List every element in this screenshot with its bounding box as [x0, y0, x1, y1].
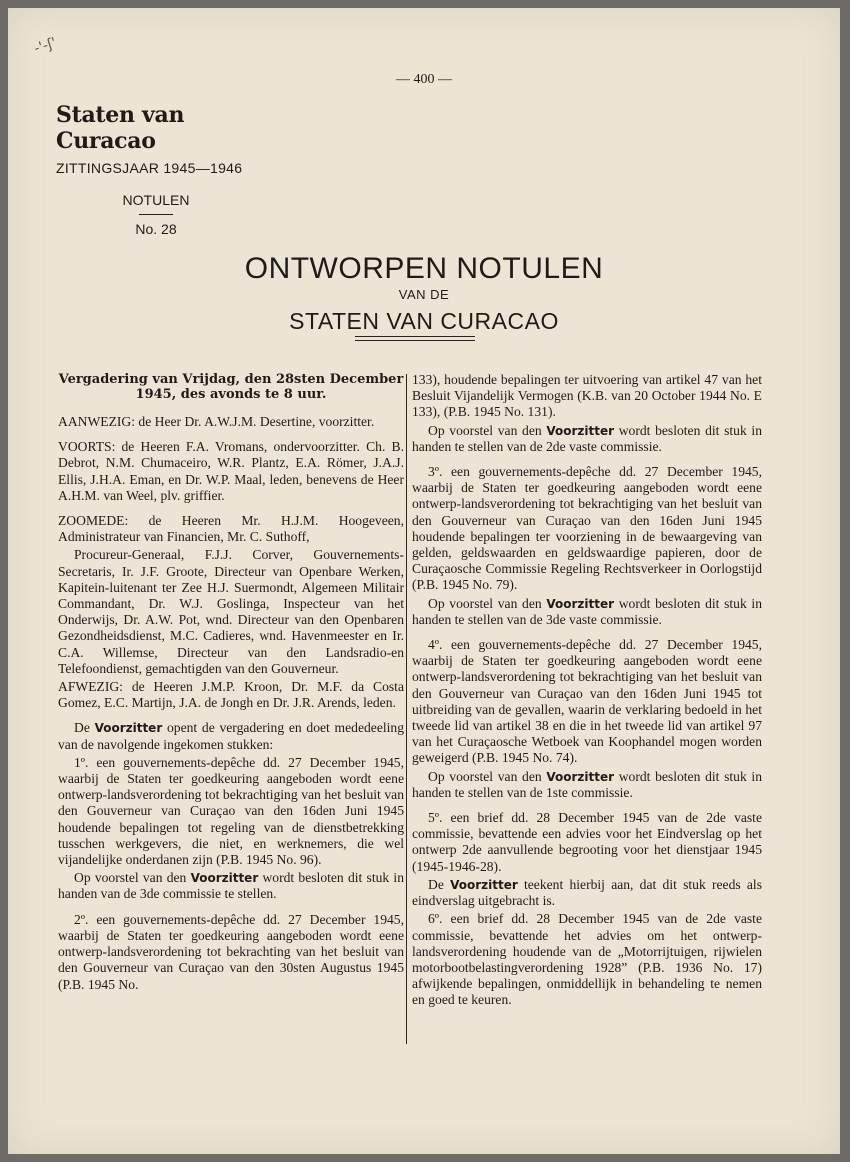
item-2-decision: Op voorstel van den Voorzitter wordt besloten dit stuk in handen te stellen van de 2de vaste commissie. [412, 422, 762, 454]
institution-title: Staten van Curacao [56, 102, 185, 154]
title-connector: VAN DE [398, 287, 450, 302]
main-title: ONTWORPEN NOTULEN [244, 252, 604, 285]
column-divider [406, 374, 407, 1044]
document-number: No. 28 [135, 221, 177, 237]
title-underline [355, 336, 475, 341]
attendance-further: VOORTS: de Heeren F.A. Vromans, ondervoorzitter. Ch. B. Debrot, N.M. Chumaceiro, W.R. Plantz, E.A. Römer, J.A.J. Ellis, J.H.A. Eman, en Dr. W.P. Maal, leden, benevens de Heer A.H.M. van Weel, plv. griffier. [58, 439, 404, 503]
attendance-also: ZOOMEDE: de Heeren Mr. H.J.M. Hoogeveen, Administrateur van Financien, Mr. C. Suthoff, [58, 513, 404, 545]
title-subtitle: STATEN VAN CURACAO [289, 308, 559, 334]
left-column [58, 372, 404, 1002]
doc-type-label: NOTULEN [122, 192, 190, 208]
item-5: 5º. een brief dd. 28 December 1945 van de 2de vaste commissie, bevattende een advies voor het Eindverslag op het ontwerp 2de aanvullende begrooting voor het dienstjaar 1945 (1945-1946-28). [412, 810, 762, 874]
item-6: 6º. een brief dd. 28 December 1945 van de 2de vaste commissie, bevattende het advies om het ontwerp-landsverordening houdende van de „Motorrijtuigen, rijwielen motorbootbelastingverordening 1928” (P.B. 1936 No. 17) afwijkende bepalingen, onmiddellijk in behandeling te nemen en goed te keuren. [412, 911, 762, 1008]
item-4: 4º. een gouvernements-depêche dd. 27 December 1945, waarbij de Staten ter goedkeuring aangeboden wordt eene ontwerp-landsverordening tot bekrachtiging van het besluit van den Gouverneur van Curaçao van den 16den Juni 1945 tot uitbreiding van de gevallen, waarin de verklaring bedoeld in het tweede lid van artikel 38 en die in het tweede lid van artikel 97 van het Curaçaosche Wetboek van Koophandel mogen worden geweigerd (P.B. 1945 No. 74). [412, 637, 762, 766]
meeting-heading: Vergadering van Vrijdag, den 28sten December 1945, des avonds te 8 uur. [58, 372, 404, 402]
attendance-present: AANWEZIG: de Heer Dr. A.W.J.M. Desertine, voorzitter. [58, 414, 375, 429]
item-4-decision: Op voorstel van den Voorzitter wordt besloten dit stuk in handen te stellen van de 1ste commissie. [412, 768, 762, 800]
item-1: 1º. een gouvernements-depêche dd. 27 December 1945, waarbij de Staten ter goedkeuring aangeboden wordt eene ontwerp-landsverordening tot bekrachtiging van het besluit van den Gouverneur van Curaçao van den 16den Juni 1945 houdende bepalingen tot regeling van de dienstbetrekking tusschen werkgevers, die niet, en werknemers, die wel vijandelijke onderdanen zijn (P.B. 1945 No. 96). [58, 754, 404, 868]
item-3: 3º. een gouvernements-depêche dd. 27 December 1945, waarbij de Staten ter goedkeuring aangeboden wordt eene ontwerp-landsverordening tot bekrachtiging van het besluit van den Gouverneur van Curaçao van den 16den Juni 1945 houdende bepalingen ter voorziening in de bewaargeving van gelden, geldswaarden en geldswaardige papieren, door de Curaçaosche Commissie Regeling Rechtsverkeer in Oorlogstijd (P.B. 1945 No. 79). [412, 464, 762, 593]
right-column [412, 372, 762, 1018]
item-2: 2º. een gouvernements-depêche dd. 27 December 1945, waarbij de Staten ter goedkeuring aangeboden wordt eene ontwerp-landsverordening tot bekrachting van het besluit van den Gouverneur van Curaçao van den 30sten Augustus 1945 (P.B. 1945 No. [58, 911, 404, 992]
session-year: ZITTINGSJAAR 1945—1946 [56, 160, 243, 176]
page-number: — 400 — [396, 72, 452, 87]
header-divider [139, 214, 173, 215]
pencil-mark: -'-ʃ' [32, 34, 59, 58]
item-5-note: De Voorzitter teekent hierbij aan, dat dit stuk reeds als eindverslag uitgebracht is. [412, 876, 763, 909]
item-2-continued: 133), houdende bepalingen ter uitvoering van artikel 47 van het Besluit Vijandelijk Vermogen (K.B. van 20 October 1944 No. E 133), (P.B. 1945 No. 131). [412, 372, 762, 420]
item-1-decision: Op voorstel van den Voorzitter wordt besloten dit stuk in handen van de 3de commissie te stellen. [58, 870, 404, 902]
chair-opening: De Voorzitter opent de vergadering en doet mededeeling van de navolgende ingekomen stukken: [58, 720, 404, 752]
header-block [56, 102, 266, 237]
item-3-decision: Op voorstel van den Voorzitter wordt besloten dit stuk in handen te stellen van de 3de vaste commissie. [412, 595, 762, 627]
attendance-absent: AFWEZIG: de Heeren J.M.P. Kroon, Dr. M.F. da Costa Gomez, E.C. Martijn, J.A. de Jongh en Dr. J.R. Arends, leden. [58, 679, 404, 711]
attendance-also-continued: Procureur-Generaal, F.J.J. Corver, Gouvernements-Secretaris, Ir. J.F. Groote, Directeur van Openbare Werken, Kapitein-luitenant ter Zee H.J. Suermondt, Algemeen Militair Commandant, Dr. W.J. Goslinga, Inspecteur van het Onderwijs, Dr. A.W. Pot, wnd. Directeur van den Openbaren Gezondheidsdienst, M.C. Cadieres, wnd. Havenmeester en Ir. C.A. Willemse, Directeur van den Landsradio-en Telefoondienst, gemachtigden van den Gouverneur. [58, 547, 404, 676]
document-page [8, 8, 840, 1154]
